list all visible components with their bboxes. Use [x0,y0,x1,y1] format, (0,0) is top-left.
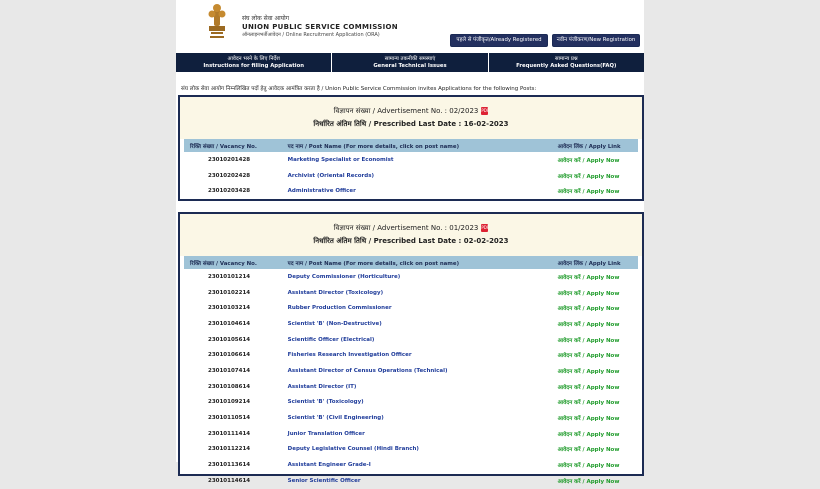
nav-technical-issues[interactable] [332,53,488,72]
national-emblem-icon [206,2,228,42]
ora-subtitle: ऑनलाइनभर्तीआवेदन / Online Recruitment Application (ORA) [242,32,380,38]
table-row [184,410,638,426]
vacancy-number: 23010112214 [208,446,251,453]
post-name-cell [287,347,557,363]
post-name-cell [287,269,557,285]
apply-cell [557,269,638,285]
post-name-link[interactable]: Scientist 'B' (Toxicology) [287,399,364,406]
apply-cell [557,457,638,473]
vacancy-number: 23010111414 [208,430,251,437]
table-row [184,168,638,184]
apply-cell [557,168,638,184]
col-apply: आवेदन लिंक / Apply Link [557,256,638,269]
post-name-link[interactable]: Scientist 'B' (Civil Engineering) [287,415,384,422]
post-name-cell [287,316,557,332]
post-name-cell [287,473,557,489]
post-name-link[interactable]: Assistant Director (Toxicology) [287,289,384,296]
apply-cell [557,316,638,332]
vacancy-number: 23010202428 [208,172,251,179]
vacancy-number: 23010114614 [208,477,251,484]
post-name-cell [287,410,557,426]
vacancy-number: 23010102214 [208,289,251,296]
post-name-cell [287,300,557,316]
vacancy-number: 23010108614 [208,383,251,390]
col-post: पद नाम / Post Name (For more details, click on post name) [287,256,557,269]
already-registered-button[interactable]: पहले से पंजीकृत/Already Registered [450,34,548,47]
table-row [184,363,638,379]
advertisement-number: विज्ञापन संख्या / Advertisement No. : 01/2023 [333,224,479,232]
nav-faq-english: Frequently Asked Questions(FAQ) [516,62,617,69]
col-apply: आवेदन लिंक / Apply Link [557,139,638,152]
post-name-cell [287,168,557,184]
table-row [184,473,638,489]
page [176,0,644,485]
apply-now-link[interactable]: आवेदन करें / Apply Now [557,447,620,454]
vacancy-number: 23010110514 [208,415,251,422]
post-name-link[interactable]: Deputy Commissioner (Horticulture) [287,273,401,280]
advertisement-header [180,214,642,256]
apply-cell [557,395,638,411]
post-name-link[interactable]: Senior Scientific Officer [287,477,361,484]
table-row [184,316,638,332]
vacancy-number: 23010109214 [208,399,251,406]
apply-cell [557,332,638,348]
nav-technical-hindi: सामान्य तकनीकी समस्याएं [384,56,436,62]
apply-cell [557,347,638,363]
nav-instructions[interactable] [176,53,332,72]
table-row [184,426,638,442]
post-name-cell [287,183,557,199]
post-name-cell [287,363,557,379]
apply-cell [557,473,638,489]
table-row [184,332,638,348]
table-row [184,347,638,363]
col-vacancy: रिक्ति संख्या / Vacancy No. [184,256,287,269]
table-header-row [184,139,638,152]
col-post: पद नाम / Post Name (For more details, click on post name) [287,139,557,152]
apply-now-link[interactable]: आवेदन करें / Apply Now [557,478,620,485]
post-name-cell [287,285,557,301]
apply-now-link[interactable]: आवेदन करें / Apply Now [557,321,620,328]
apply-now-link[interactable]: आवेदन करें / Apply Now [557,368,620,375]
table-row [184,269,638,285]
apply-now-link[interactable]: आवेदन करें / Apply Now [557,189,620,196]
post-name-cell [287,379,557,395]
post-name-cell [287,395,557,411]
vacancy-table [184,256,638,489]
post-name-link[interactable]: Administrative Officer [287,188,356,195]
apply-now-link[interactable]: आवेदन करें / Apply Now [557,306,620,313]
vacancy-number: 23010107414 [208,367,251,374]
table-header-row [184,256,638,269]
apply-cell [557,379,638,395]
post-name-link[interactable]: Deputy Legislative Counsel (Hindi Branch) [287,446,419,453]
advertisement-box [178,212,644,485]
apply-cell [557,426,638,442]
post-name-cell [287,152,557,168]
apply-cell [557,152,638,168]
nav-instructions-hindi: आवेदन भरने के लिए निर्देश [227,56,280,62]
table-row [184,395,638,411]
table-row [184,379,638,395]
post-name-link[interactable]: Scientific Officer (Electrical) [287,336,375,343]
vacancy-number: 23010105614 [208,336,251,343]
apply-now-link[interactable]: आवेदन करें / Apply Now [557,353,620,360]
advertisement-number: विज्ञापन संख्या / Advertisement No. : 02/2023 [333,107,479,115]
post-name-cell [287,442,557,458]
post-name-cell [287,426,557,442]
header [176,0,644,50]
vacancy-number: 23010103214 [208,305,251,312]
nav-technical-english: General Technical Issues [373,62,447,69]
table-row [184,183,638,199]
vacancy-number: 23010113614 [208,462,251,469]
nav-instructions-english: Instructions for filling Application [203,62,304,69]
vacancy-number: 23010203428 [208,188,251,195]
apply-now-link[interactable]: आवेदन करें / Apply Now [557,416,620,423]
post-name-link[interactable]: Marketing Specialist or Economist [287,156,394,163]
post-name-link[interactable]: Assistant Director of Census Operations (Technical) [287,367,448,374]
post-name-link[interactable]: Archivist (Oriental Records) [287,172,374,179]
nav-faq-hindi: सामान्य प्रश्न [555,56,578,62]
org-name-english: UNION PUBLIC SERVICE COMMISSION [242,23,398,31]
pdf-icon[interactable]: PDF [481,225,490,230]
new-registration-button[interactable]: नवीन पंजीकरण/New Registration [552,34,640,47]
advertisement-header [180,97,642,139]
apply-cell [557,442,638,458]
table-row [184,285,638,301]
post-name-link[interactable]: Rubber Production Commissioner [287,305,392,312]
vacancy-number: 23010104614 [208,320,251,327]
brand [242,15,398,39]
table-row [184,152,638,168]
table-row [184,442,638,458]
prescribed-last-date: निर्धारित अंतिम तिथि / Prescribed Last Date : 16-02-2023 [313,120,509,128]
post-name-link[interactable]: Assistant Director (IT) [287,383,357,390]
intro-text: संघ लोक सेवा आयोग निम्नलिखित पदों हेतु आवेदक आमंत्रित करता है / Union Public Service Commission invites Applications for the following Posts: [181,86,537,92]
pdf-icon[interactable]: PDF [481,108,490,113]
apply-now-link[interactable]: आवेदन करें / Apply Now [557,463,620,470]
advertisement-box [178,95,644,201]
table-row [184,457,638,473]
apply-now-link[interactable]: आवेदन करें / Apply Now [557,384,620,391]
advertisement-title [180,214,642,233]
vacancy-number: 23010201428 [208,156,251,163]
apply-now-link[interactable]: आवेदन करें / Apply Now [557,290,620,297]
apply-cell [557,410,638,426]
post-name-link[interactable]: Fisheries Research Investigation Officer [287,352,412,359]
table-row [184,300,638,316]
org-name-hindi: संघ लोक सेवा आयोग [242,15,290,22]
post-name-cell [287,332,557,348]
apply-cell [557,363,638,379]
vacancy-number: 23010106614 [208,352,251,359]
post-name-link[interactable]: Scientist 'B' (Non-Destructive) [287,320,382,327]
vacancy-table [184,139,638,199]
post-name-cell [287,457,557,473]
apply-now-link[interactable]: आवेदन करें / Apply Now [557,431,620,438]
prescribed-last-date: निर्धारित अंतिम तिथि / Prescribed Last Date : 02-02-2023 [313,237,509,245]
apply-now-link[interactable]: आवेदन करें / Apply Now [557,173,620,180]
post-name-link[interactable]: Junior Translation Officer [287,430,365,437]
post-name-link[interactable]: Assistant Engineer Grade-I [287,462,371,469]
apply-cell [557,183,638,199]
col-vacancy: रिक्ति संख्या / Vacancy No. [184,139,287,152]
nav-faq[interactable] [489,53,644,72]
apply-now-link[interactable]: आवेदन करें / Apply Now [557,274,620,281]
apply-now-link[interactable]: आवेदन करें / Apply Now [557,337,620,344]
apply-cell [557,300,638,316]
vacancy-number: 23010101214 [208,273,251,280]
apply-now-link[interactable]: आवेदन करें / Apply Now [557,157,620,164]
apply-cell [557,285,638,301]
advertisement-title [180,97,642,116]
nav-bar [176,53,644,72]
apply-now-link[interactable]: आवेदन करें / Apply Now [557,400,620,407]
